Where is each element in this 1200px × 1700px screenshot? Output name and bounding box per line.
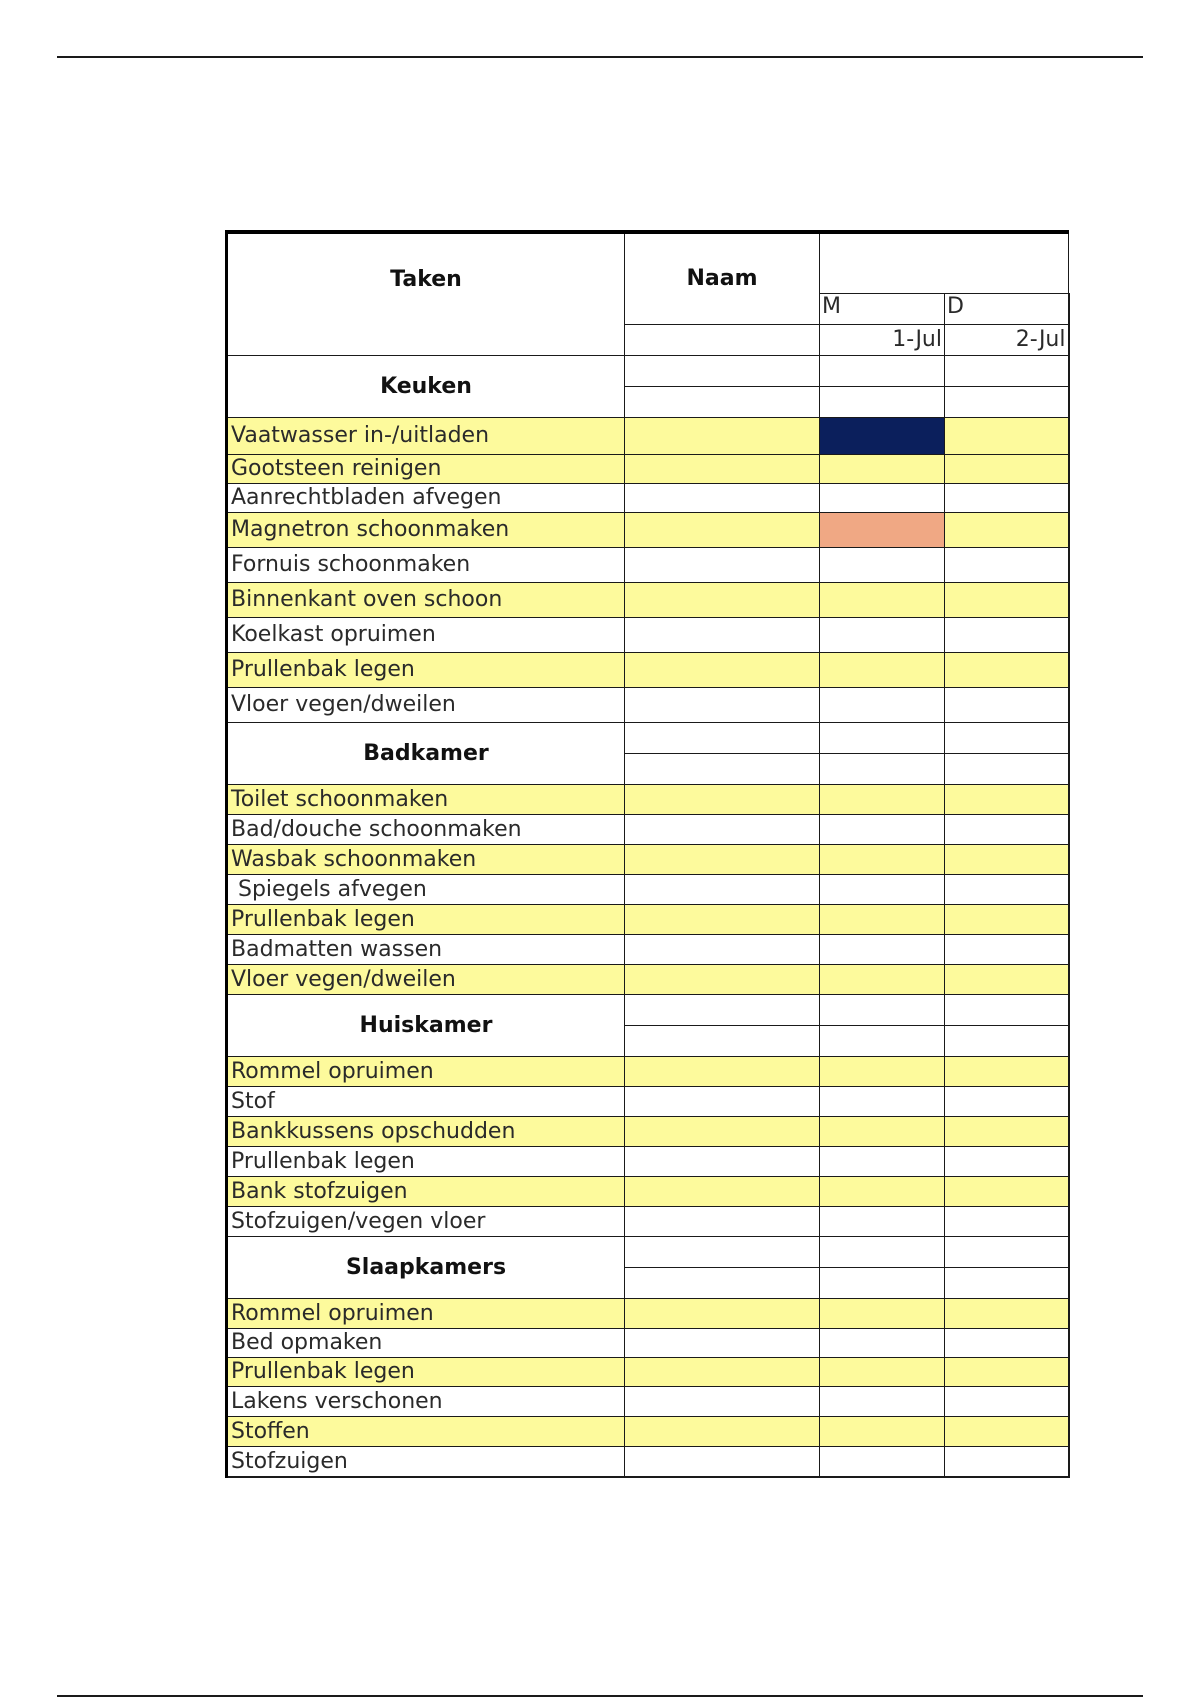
task-row	[227, 687, 1069, 722]
section-title: Huiskamer	[227, 994, 625, 1056]
day-cell[interactable]	[820, 1386, 945, 1416]
task-label: Toilet schoonmaken	[227, 784, 625, 814]
naam-cell[interactable]	[625, 844, 820, 874]
day-cell[interactable]	[945, 1298, 1069, 1328]
day-cell[interactable]	[820, 1357, 945, 1386]
task-label: Wasbak schoonmaken	[227, 844, 625, 874]
naam-cell[interactable]	[625, 547, 820, 582]
task-label: Magnetron schoonmaken	[227, 512, 625, 547]
day-cell[interactable]	[820, 1446, 945, 1477]
naam-cell[interactable]	[625, 1116, 820, 1146]
naam-cell[interactable]	[625, 1298, 820, 1328]
day-cell[interactable]	[945, 355, 1069, 386]
day-cell[interactable]	[820, 454, 945, 483]
task-row	[227, 1176, 1069, 1206]
task-label: Bank stofzuigen	[227, 1176, 625, 1206]
naam-cell[interactable]	[625, 1146, 820, 1176]
naam-cell[interactable]	[625, 753, 820, 784]
naam-cell[interactable]	[625, 1416, 820, 1446]
naam-cell[interactable]	[625, 652, 820, 687]
task-row	[227, 512, 1069, 547]
task-label: Prullenbak legen	[227, 1146, 625, 1176]
day-cell[interactable]	[820, 687, 945, 722]
naam-cell[interactable]	[625, 454, 820, 483]
day-cell[interactable]	[945, 1025, 1069, 1056]
naam-cell[interactable]	[625, 512, 820, 547]
naam-cell[interactable]	[625, 934, 820, 964]
task-label: Binnenkant oven schoon	[227, 582, 625, 617]
naam-cell[interactable]	[625, 1025, 820, 1056]
day-cell[interactable]	[945, 722, 1069, 753]
day-cell[interactable]	[820, 994, 945, 1025]
day-cell[interactable]	[945, 617, 1069, 652]
task-label: Spiegels afvegen	[227, 874, 625, 904]
task-row	[227, 964, 1069, 994]
task-row	[227, 1206, 1069, 1236]
day-cell[interactable]	[945, 582, 1069, 617]
day-cell[interactable]	[945, 1357, 1069, 1386]
naam-spacer	[625, 324, 820, 355]
task-row	[227, 1416, 1069, 1446]
header-week-band	[820, 232, 1069, 293]
header-naam: Naam	[625, 232, 820, 324]
day-cell[interactable]	[945, 844, 1069, 874]
task-label: Bed opmaken	[227, 1328, 625, 1357]
day-cell[interactable]	[820, 547, 945, 582]
naam-cell[interactable]	[625, 1328, 820, 1357]
task-label: Lakens verschonen	[227, 1386, 625, 1416]
day-cell[interactable]	[820, 1416, 945, 1446]
task-label: Prullenbak legen	[227, 904, 625, 934]
day-cell[interactable]	[945, 1116, 1069, 1146]
day-cell[interactable]	[820, 582, 945, 617]
day-cell[interactable]	[820, 844, 945, 874]
task-label: Bankkussens opschudden	[227, 1116, 625, 1146]
day-cell[interactable]	[945, 874, 1069, 904]
task-row	[227, 844, 1069, 874]
day-cell[interactable]	[820, 904, 945, 934]
day-cell[interactable]	[945, 1416, 1069, 1446]
naam-cell[interactable]	[625, 1086, 820, 1116]
day-cell[interactable]	[945, 512, 1069, 547]
task-label: Vaatwasser in-/uitladen	[227, 417, 625, 454]
task-row	[227, 1056, 1069, 1086]
day-cell[interactable]	[945, 934, 1069, 964]
naam-cell[interactable]	[625, 722, 820, 753]
task-row	[227, 617, 1069, 652]
naam-cell[interactable]	[625, 386, 820, 417]
task-row	[227, 483, 1069, 512]
task-label: Stoffen	[227, 1416, 625, 1446]
section-title: Keuken	[227, 355, 625, 417]
day-cell[interactable]	[820, 512, 945, 547]
day-cell[interactable]	[945, 547, 1069, 582]
naam-cell[interactable]	[625, 582, 820, 617]
task-label: Prullenbak legen	[227, 652, 625, 687]
task-label: Stofzuigen/vegen vloer	[227, 1206, 625, 1236]
day-cell[interactable]	[945, 994, 1069, 1025]
task-row	[227, 874, 1069, 904]
task-row	[227, 934, 1069, 964]
day-cell[interactable]	[820, 753, 945, 784]
day-cell[interactable]	[945, 1236, 1069, 1267]
page-top-rule	[57, 56, 1143, 58]
day-cell[interactable]	[945, 483, 1069, 512]
task-row	[227, 1116, 1069, 1146]
day-cell[interactable]	[820, 964, 945, 994]
day-code-1: M	[820, 293, 945, 324]
naam-cell[interactable]	[625, 964, 820, 994]
day-cell[interactable]	[945, 1206, 1069, 1236]
day-cell[interactable]	[945, 687, 1069, 722]
day-cell[interactable]	[820, 1236, 945, 1267]
day-cell[interactable]	[945, 964, 1069, 994]
day-cell[interactable]	[945, 417, 1069, 454]
naam-cell[interactable]	[625, 483, 820, 512]
day-cell[interactable]	[945, 753, 1069, 784]
day-cell[interactable]	[820, 1056, 945, 1086]
header-spacer	[227, 324, 625, 355]
day-cell[interactable]	[945, 1176, 1069, 1206]
task-row	[227, 1357, 1069, 1386]
naam-cell[interactable]	[625, 617, 820, 652]
day-cell[interactable]	[820, 934, 945, 964]
task-label: Stofzuigen	[227, 1446, 625, 1477]
task-row	[227, 417, 1069, 454]
task-label: Stof	[227, 1086, 625, 1116]
task-row	[227, 1086, 1069, 1116]
day-cell[interactable]	[820, 617, 945, 652]
day-cell[interactable]	[945, 1056, 1069, 1086]
task-row	[227, 582, 1069, 617]
task-label: Badmatten wassen	[227, 934, 625, 964]
task-label: Koelkast opruimen	[227, 617, 625, 652]
chore-schedule-table	[225, 230, 1070, 1478]
task-row	[227, 1386, 1069, 1416]
day-cell[interactable]	[820, 814, 945, 844]
day-cell[interactable]	[945, 1328, 1069, 1357]
day-cell[interactable]	[820, 483, 945, 512]
day-cell[interactable]	[820, 1116, 945, 1146]
naam-cell[interactable]	[625, 1446, 820, 1477]
day-cell[interactable]	[945, 1446, 1069, 1477]
day-cell[interactable]	[945, 814, 1069, 844]
naam-cell[interactable]	[625, 904, 820, 934]
task-row	[227, 904, 1069, 934]
naam-cell[interactable]	[625, 1386, 820, 1416]
task-row	[227, 1446, 1069, 1477]
naam-cell[interactable]	[625, 355, 820, 386]
day-cell[interactable]	[945, 652, 1069, 687]
task-label: Aanrechtbladen afvegen	[227, 483, 625, 512]
task-row	[227, 547, 1069, 582]
naam-cell[interactable]	[625, 994, 820, 1025]
day-cell[interactable]	[945, 1386, 1069, 1416]
naam-cell[interactable]	[625, 784, 820, 814]
naam-cell[interactable]	[625, 687, 820, 722]
naam-cell[interactable]	[625, 874, 820, 904]
header-taken: Taken	[227, 232, 625, 324]
task-label: Vloer vegen/dweilen	[227, 964, 625, 994]
task-row	[227, 1146, 1069, 1176]
day-cell[interactable]	[945, 904, 1069, 934]
day-cell[interactable]	[945, 1146, 1069, 1176]
day-cell[interactable]	[820, 1206, 945, 1236]
day-cell[interactable]	[820, 1025, 945, 1056]
day-cell[interactable]	[945, 1086, 1069, 1116]
naam-cell[interactable]	[625, 1357, 820, 1386]
task-label: Rommel opruimen	[227, 1056, 625, 1086]
task-row	[227, 1298, 1069, 1328]
day-cell[interactable]	[945, 454, 1069, 483]
naam-cell[interactable]	[625, 814, 820, 844]
page-bottom-rule	[57, 1695, 1143, 1697]
task-row	[227, 814, 1069, 844]
naam-cell[interactable]	[625, 1206, 820, 1236]
naam-cell[interactable]	[625, 417, 820, 454]
day-cell[interactable]	[820, 1328, 945, 1357]
day-cell[interactable]	[820, 1146, 945, 1176]
day-code-2: D	[945, 293, 1069, 324]
day-cell[interactable]	[820, 1176, 945, 1206]
task-label: Vloer vegen/dweilen	[227, 687, 625, 722]
section-title: Slaapkamers	[227, 1236, 625, 1298]
task-label: Prullenbak legen	[227, 1357, 625, 1386]
day-cell[interactable]	[820, 1267, 945, 1298]
day-cell[interactable]	[945, 386, 1069, 417]
task-row	[227, 784, 1069, 814]
day-cell[interactable]	[945, 784, 1069, 814]
naam-cell[interactable]	[625, 1267, 820, 1298]
task-row	[227, 652, 1069, 687]
task-row	[227, 1328, 1069, 1357]
task-row	[227, 454, 1069, 483]
day-cell[interactable]	[820, 652, 945, 687]
day-cell[interactable]	[820, 722, 945, 753]
date-1: 1-Jul	[820, 324, 945, 355]
task-label: Rommel opruimen	[227, 1298, 625, 1328]
task-label: Fornuis schoonmaken	[227, 547, 625, 582]
day-cell[interactable]	[820, 386, 945, 417]
day-cell[interactable]	[820, 417, 945, 454]
naam-cell[interactable]	[625, 1236, 820, 1267]
day-cell[interactable]	[945, 1267, 1069, 1298]
day-cell[interactable]	[820, 1298, 945, 1328]
section-title: Badkamer	[227, 722, 625, 784]
naam-cell[interactable]	[625, 1176, 820, 1206]
day-cell[interactable]	[820, 355, 945, 386]
day-cell[interactable]	[820, 874, 945, 904]
naam-cell[interactable]	[625, 1056, 820, 1086]
day-cell[interactable]	[820, 1086, 945, 1116]
date-2: 2-Jul	[945, 324, 1069, 355]
day-cell[interactable]	[820, 784, 945, 814]
task-label: Bad/douche schoonmaken	[227, 814, 625, 844]
task-label: Gootsteen reinigen	[227, 454, 625, 483]
